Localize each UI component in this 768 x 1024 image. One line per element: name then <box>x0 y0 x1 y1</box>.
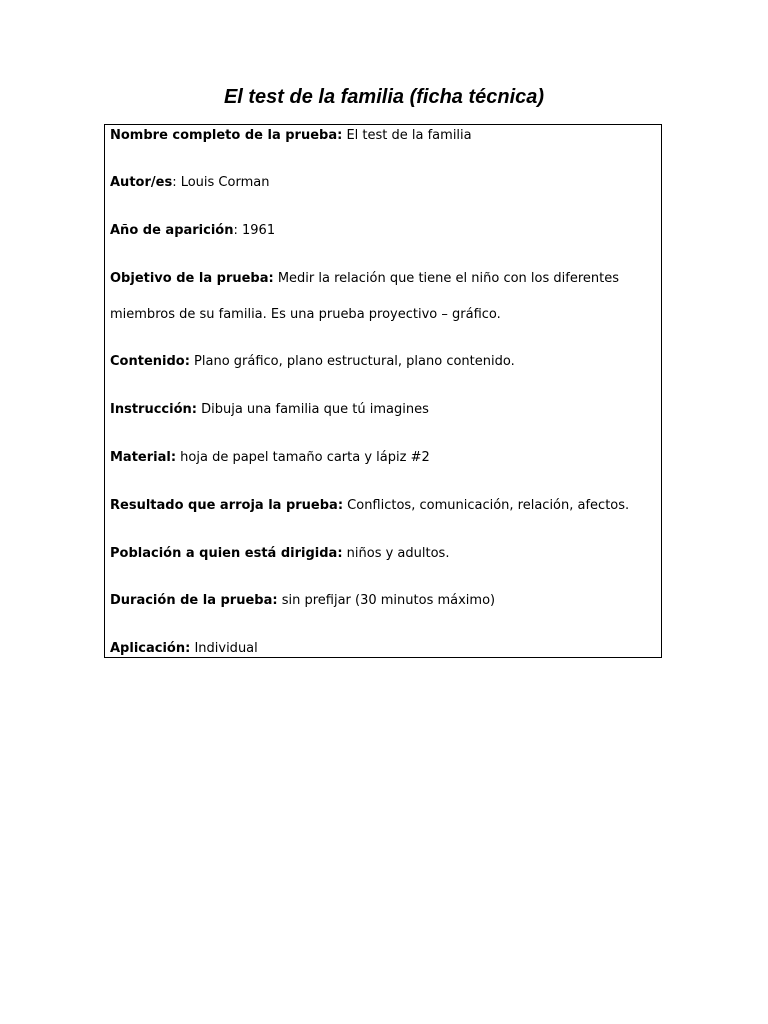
field-value: Dibuja una familia que tú imagines <box>196 402 429 417</box>
field-label: Duración de la prueba: <box>110 593 278 608</box>
field-ano <box>110 213 660 249</box>
field-label: Instrucción: <box>110 402 197 417</box>
field-contenido <box>110 344 660 380</box>
field-value: Medir la relación que tiene el niño con los diferentes miembros de su familia. Es una prueba proyectivo – gráfico. <box>110 271 619 322</box>
field-label: Resultado que arroja la prueba: <box>110 498 344 513</box>
field-label: Contenido: <box>110 354 190 369</box>
field-autor <box>110 165 660 201</box>
field-nombre <box>110 118 660 154</box>
field-label: Nombre completo de la prueba: <box>110 128 343 143</box>
field-label: Material: <box>110 450 177 465</box>
field-value: sin prefijar (30 minutos máximo) <box>277 593 496 608</box>
field-poblacion <box>110 536 660 572</box>
field-value: Conflictos, comunicación, relación, afectos. <box>343 498 630 513</box>
field-value: : Louis Corman <box>172 175 270 190</box>
field-resultado <box>110 488 660 524</box>
page-title: El test de la familia (ficha técnica) <box>223 86 545 108</box>
field-objetivo <box>110 261 660 333</box>
field-value: El test de la familia <box>342 128 472 143</box>
field-value: Individual <box>190 641 258 656</box>
field-label: Autor/es <box>110 175 173 190</box>
field-label: Objetivo de la prueba: <box>110 271 274 286</box>
field-material <box>110 440 660 476</box>
field-value: niños y adultos. <box>342 546 450 561</box>
field-label: Aplicación: <box>110 641 191 656</box>
technical-sheet-box <box>104 124 662 658</box>
field-value: Plano gráfico, plano estructural, plano contenido. <box>189 354 515 369</box>
field-duracion <box>110 583 660 619</box>
field-value: : 1961 <box>233 223 276 238</box>
field-instruccion <box>110 392 660 428</box>
field-value: hoja de papel tamaño carta y lápiz #2 <box>176 450 430 465</box>
field-label: Población a quien está dirigida: <box>110 546 343 561</box>
field-aplicacion <box>110 631 660 667</box>
field-label: Año de aparición <box>110 223 234 238</box>
